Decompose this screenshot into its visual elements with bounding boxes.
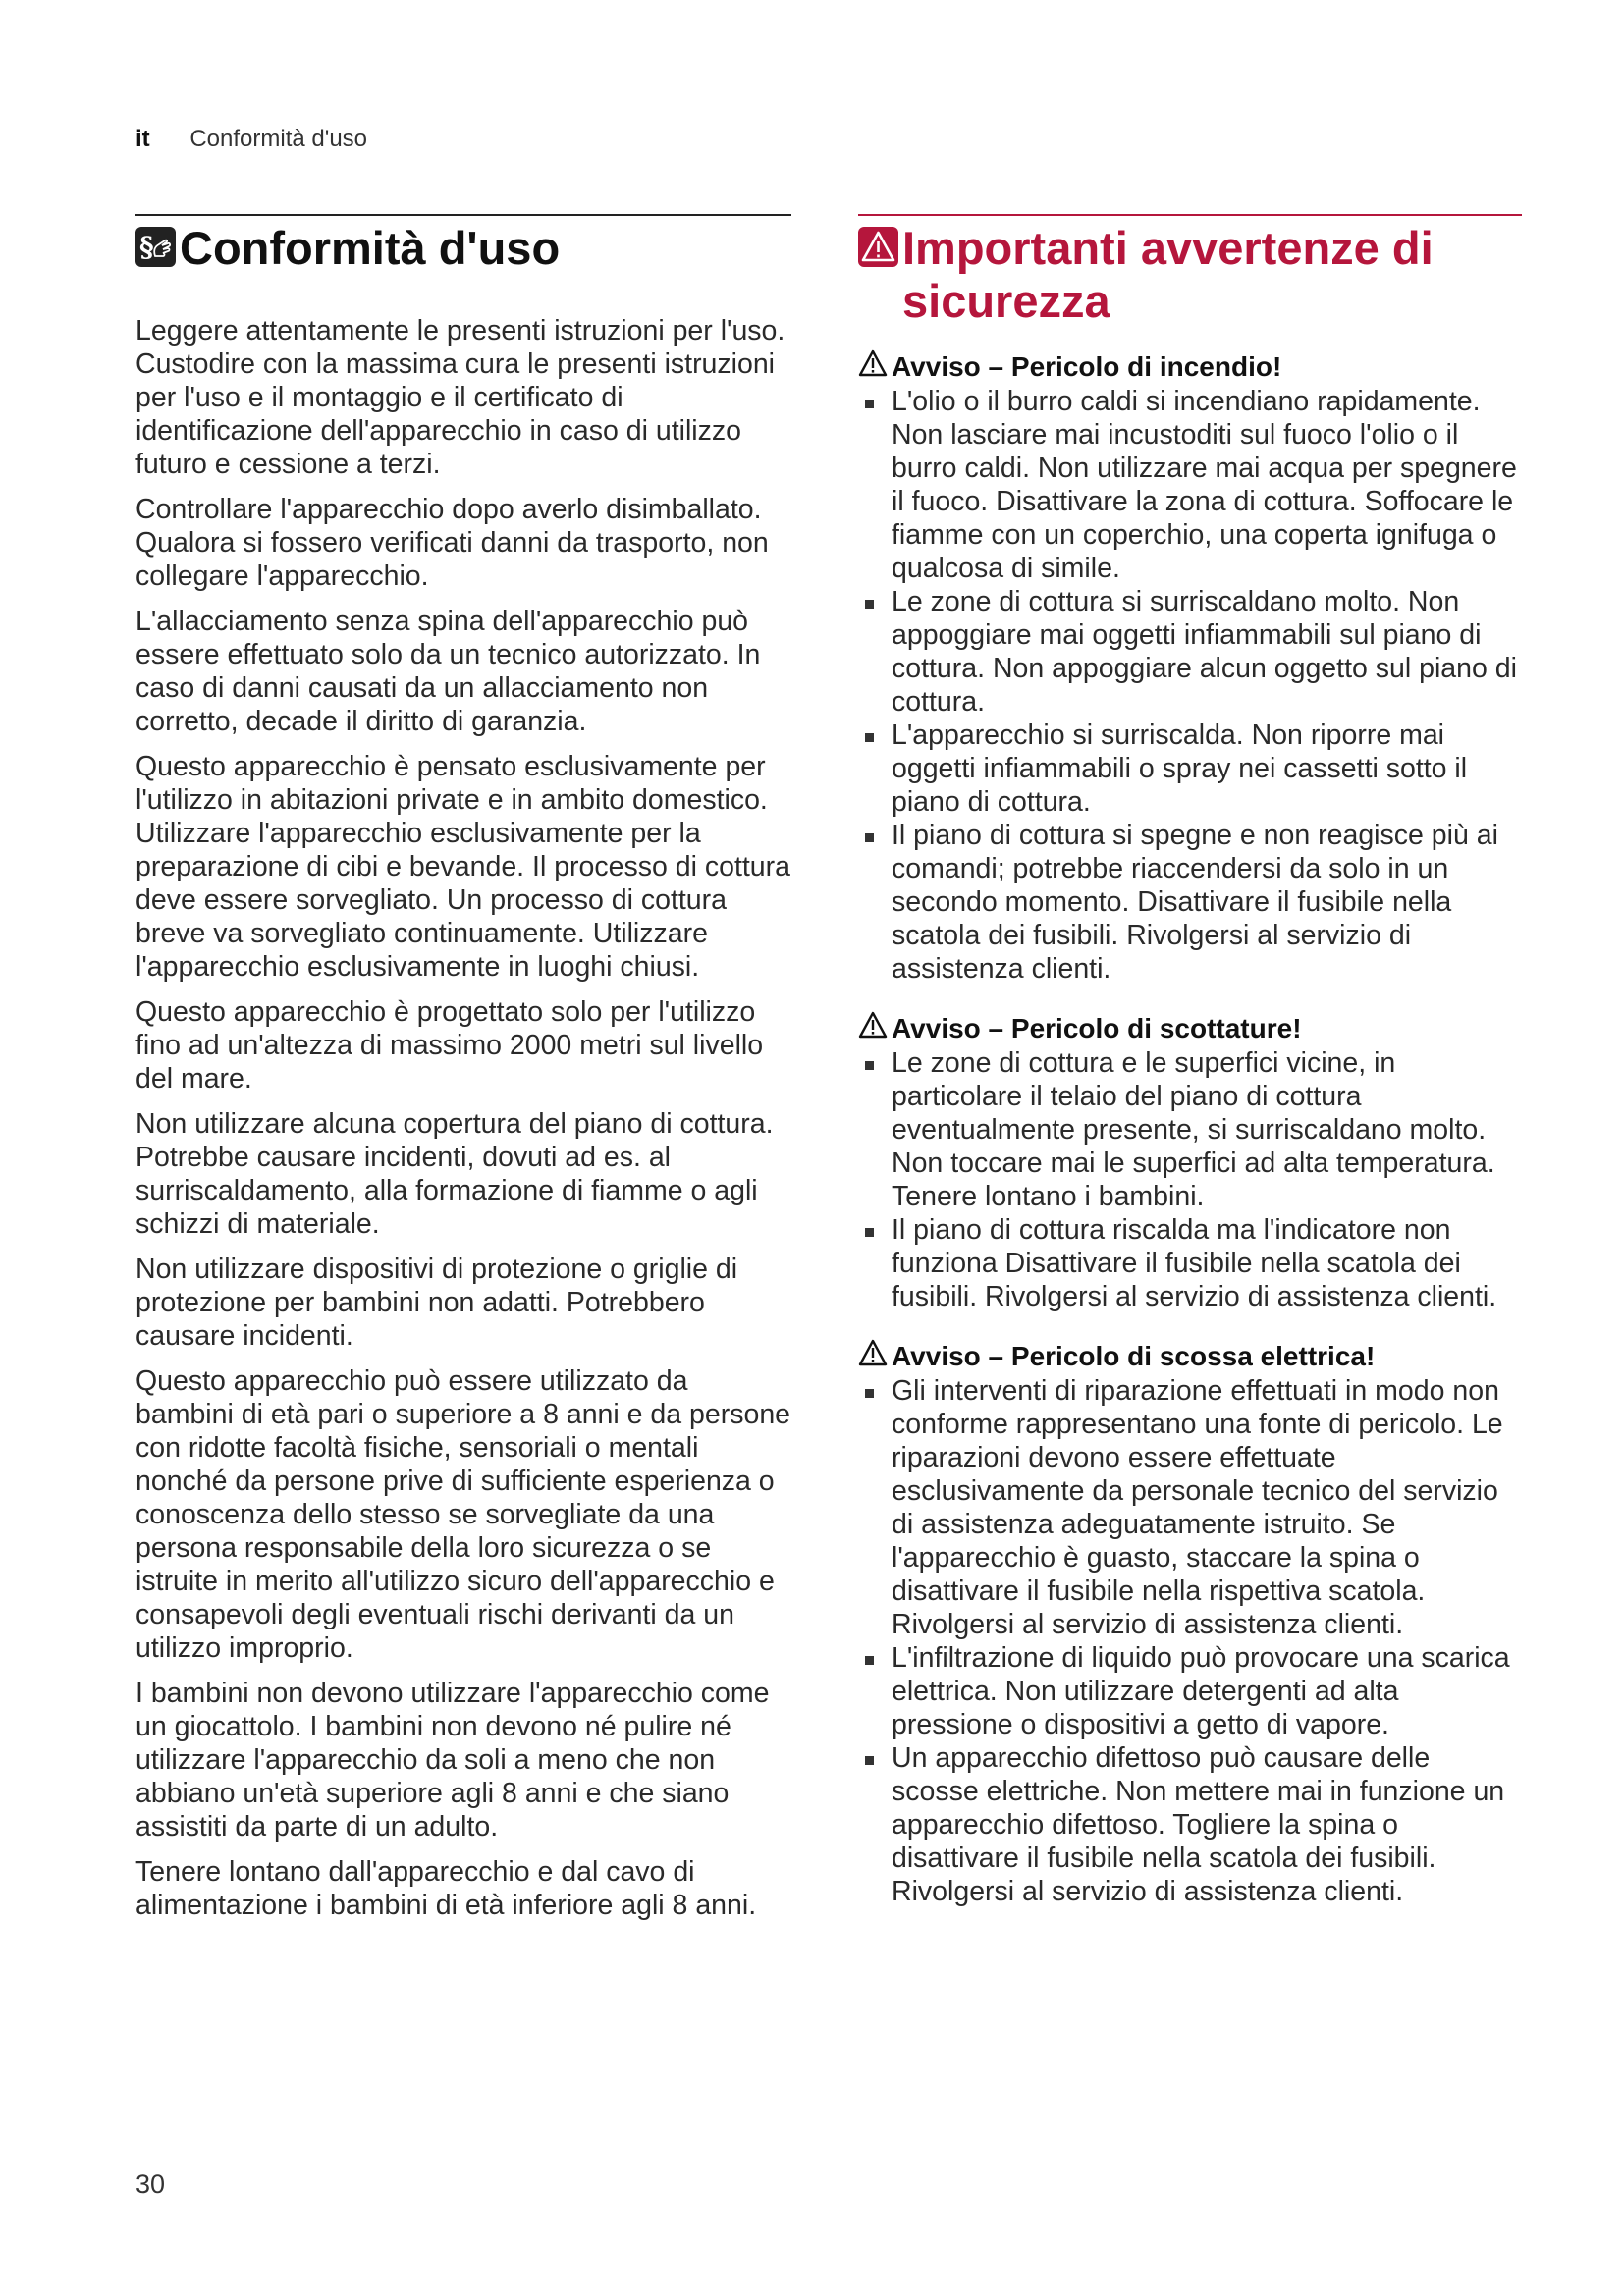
warning-list (858, 1046, 1522, 1313)
left-column (135, 214, 791, 1934)
paragraph: Questo apparecchio è pensato esclusivamente per l'utilizzo in abitazioni private e in ambito domestico. Utilizzare l'apparecchio esclusivamente per la preparazione di cibi e bevande. Il processo di cottura deve essere sorvegliato. Un processo di cottura breve va sorvegliato continuamente. Utilizzare l'apparecchio esclusivamente in luoghi chiusi. (135, 751, 790, 983)
section-title-conformita (135, 222, 791, 275)
warning-list (858, 1374, 1522, 1908)
paragraph: Leggere attentamente le presenti istruzioni per l'uso. Custodire con la massima cura le presenti istruzioni per l'uso e il montaggio e il certificato di identificazione dell'apparecchio in caso di utilizzo futuro e cessione a terzi. (135, 315, 785, 480)
section-rule-red (858, 214, 1522, 216)
warning-block-burns (858, 1011, 1522, 1313)
warning-triangle-icon (858, 349, 888, 385)
warning-triangle-icon (858, 227, 898, 267)
section-rule (135, 214, 791, 216)
list-item: Le zone di cottura si surriscaldano molto. Non appoggiare mai oggetti infiammabili sul piano di cottura. Non appoggiare alcun oggetto sul piano di cottura. (858, 585, 1522, 719)
svg-text:§: § (139, 231, 154, 263)
list-item: Il piano di cottura si spegne e non reagisce più ai comandi; potrebbe riaccendersi da solo in un secondo momento. Disattivare il fusibile nella scatola dei fusibili. Rivolgersi al servizio di assistenza clienti. (858, 819, 1522, 986)
paragraph: Questo apparecchio è progettato solo per l'utilizzo fino ad un'altezza di massimo 2000 metri sul livello del mare. (135, 996, 764, 1095)
section-title-text: Importanti avvertenze di sicurezza (902, 222, 1434, 327)
warning-list (858, 385, 1522, 986)
section-title-text: Conformità d'uso (180, 222, 561, 274)
paragraph: Controllare l'apparecchio dopo averlo disimballato. Qualora si fossero verificati danni da trasporto, non collegare l'apparecchio. (135, 494, 769, 592)
warning-triangle-icon (858, 1011, 888, 1046)
warning-block-fire (858, 349, 1522, 986)
list-item: L'apparecchio si surriscalda. Non riporre mai oggetti infiammabili o spray nei cassetti sotto il piano di cottura. (858, 719, 1522, 819)
paragraph: Non utilizzare alcuna copertura del piano di cottura. Potrebbe causare incidenti, dovuti ad es. al surriscaldamento, alla formazione di fiamme o agli schizzi di materiale. (135, 1108, 774, 1240)
list-item: L'infiltrazione di liquido può provocare una scarica elettrica. Non utilizzare detergenti ad alta pressione o dispositivi a getto di vapore. (858, 1641, 1522, 1741)
warning-heading (858, 349, 1522, 385)
warning-triangle-icon (858, 1339, 888, 1374)
warning-heading-text: Avviso – Pericolo di incendio! (892, 351, 1282, 382)
paragraph: Non utilizzare dispositivi di protezione o griglie di protezione per bambini non adatti. Potrebbero causare incidenti. (135, 1254, 738, 1352)
list-item: Il piano di cottura riscalda ma l'indicatore non funziona Disattivare il fusibile nella scatola dei fusibili. Rivolgersi al servizio di assistenza clienti. (858, 1213, 1522, 1313)
list-item: L'olio o il burro caldi si incendiano rapidamente. Non lasciare mai incustoditi sul fuoco l'olio o il burro caldi. Non utilizzare mai acqua per spegnere il fuoco. Disattivare la zona di cottura. Soffocare le fiamme con un coperchio, una coperta ignifuga o qualcosa di simile. (858, 385, 1522, 585)
right-column (858, 214, 1522, 1908)
paragraph: L'allacciamento senza spina dell'apparecchio può essere effettuato solo da un tecnico autorizzato. In caso di danni causati da un allacciamento non corretto, decade il diritto di garanzia. (135, 606, 761, 737)
list-item: Gli interventi di riparazione effettuati in modo non conforme rappresentano una fonte di pericolo. Le riparazioni devono essere effettuate esclusivamente da personale tecnico del servizio di assistenza adeguatamente istruito. Se l'apparecchio è guasto, staccare la spina o disattivare il fusibile nella rispettiva scatola. Rivolgersi al servizio di assistenza clienti. (858, 1374, 1522, 1641)
warning-heading (858, 1011, 1522, 1046)
paragraph: Tenere lontano dall'apparecchio e dal cavo di alimentazione i bambini di età inferiore agli 8 anni. (135, 1856, 757, 1921)
warning-heading (858, 1339, 1522, 1374)
paragraph: I bambini non devono utilizzare l'apparecchio come un giocattolo. I bambini non devono né pulire né utilizzare l'apparecchio da soli a meno che non abbiano un'età superiore agli 8 anni e che siano assistiti da parte di un adulto. (135, 1678, 770, 1842)
paragraph: Questo apparecchio può essere utilizzato da bambini di età pari o superiore a 8 anni e da persone con ridotte facoltà fisiche, sensoriali o mentali nonché da persone prive di sufficiente esperienza o conoscenza dello stesso se sorvegliate da una persona responsabile della loro sicurezza o se istruite in merito all'utilizzo sicuro dell'apparecchio e consapevoli degli eventuali rischi derivanti da un utilizzo improprio. (135, 1365, 791, 1664)
intended-use-icon (135, 227, 176, 267)
page-number: 30 (135, 2169, 166, 2199)
warning-block-electric (858, 1339, 1522, 1908)
section-title-avvertenze (858, 222, 1522, 328)
warning-heading-text: Avviso – Pericolo di scottature! (892, 1013, 1302, 1043)
warning-heading-text: Avviso – Pericolo di scossa elettrica! (892, 1341, 1376, 1371)
list-item: Un apparecchio difettoso può causare delle scosse elettriche. Non mettere mai in funzione un apparecchio difettoso. Togliere la spina o disattivare il fusibile nella scatola dei fusibili. Rivolgersi al servizio di assistenza clienti. (858, 1741, 1522, 1908)
list-item: Le zone di cottura e le superfici vicine, in particolare il telaio del piano di cottura eventualmente presente, si surriscaldano molto. Non toccare mai le superfici ad alta temperatura. Tenere lontano i bambini. (858, 1046, 1522, 1213)
language-code: it (135, 126, 150, 152)
header-section-title: Conformità d'uso (189, 126, 368, 152)
running-header (135, 126, 367, 153)
